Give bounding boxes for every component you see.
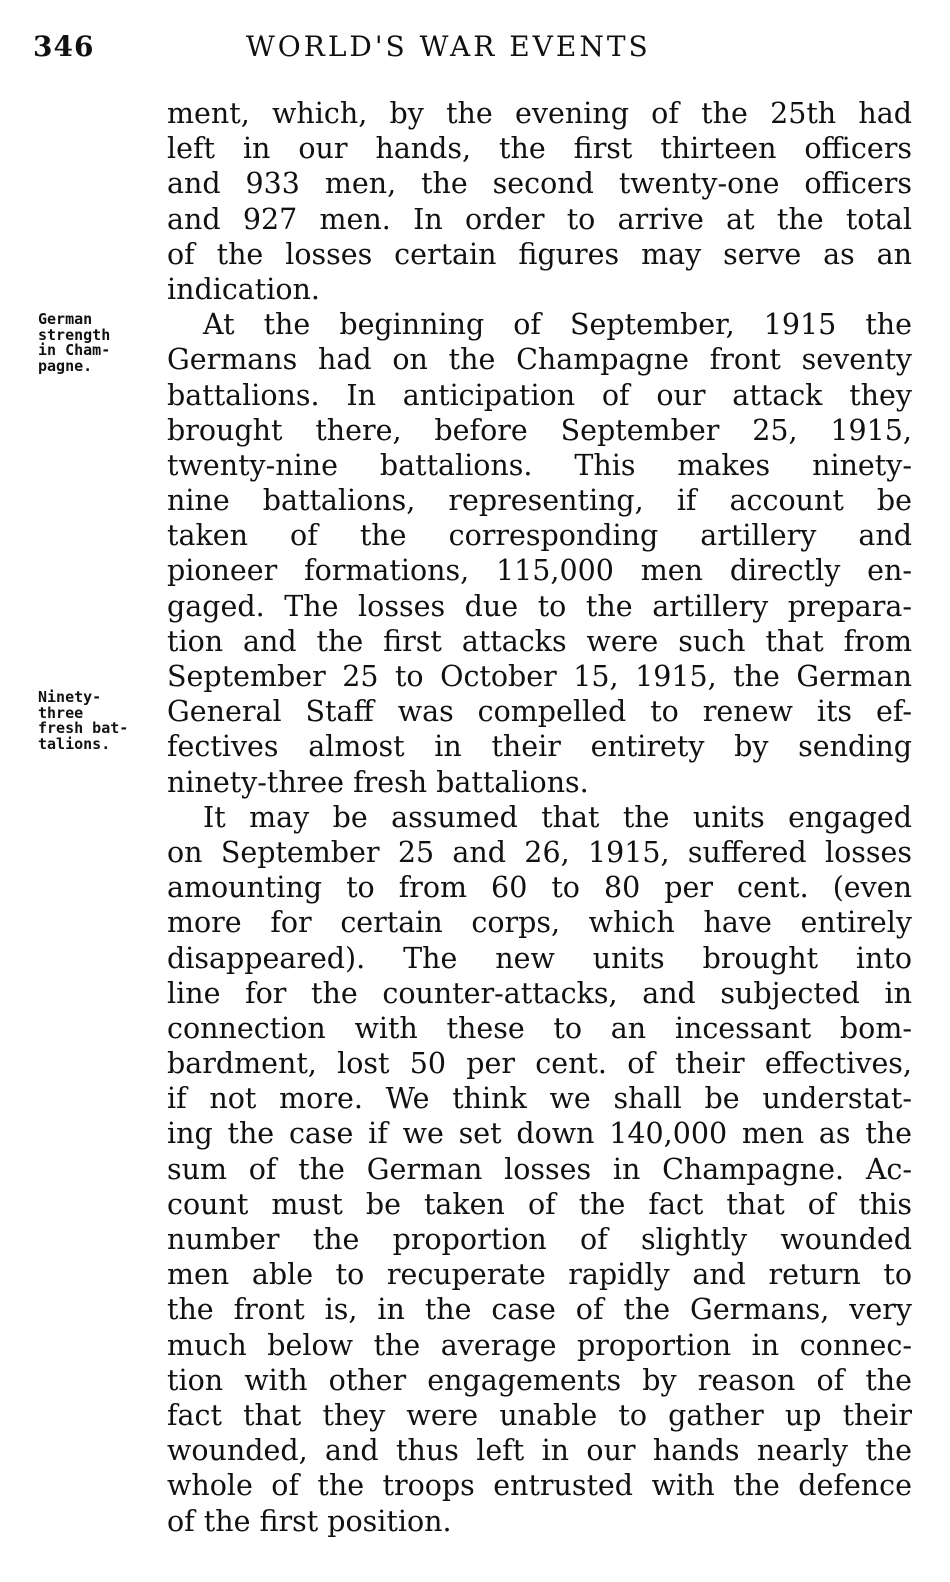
- text-line: At the beginning of September, 1915 the: [203, 308, 912, 342]
- sidenote-line: pagne.: [38, 356, 93, 375]
- text-line: Germans had on the Champagne front seventy: [167, 343, 912, 377]
- text-line: twenty-nine battalions. This makes ninety-: [167, 448, 912, 482]
- text-line: of the first position.: [167, 1504, 452, 1538]
- text-line: pioneer formations, 115,000 men directly en-: [167, 554, 912, 588]
- page-number: 346: [33, 30, 95, 63]
- text-line: count must be taken of the fact that of this: [167, 1187, 912, 1221]
- text-line: and 927 men. In order to arrive at the total: [167, 202, 912, 236]
- text-line: It may be assumed that the units engaged: [203, 800, 912, 834]
- text-line: ninety-three fresh battalions.: [167, 765, 589, 799]
- text-line: ing the case if we set down 140,000 men as the: [167, 1117, 912, 1151]
- body-text: [167, 96, 912, 1539]
- text-line: brought there, before September 25, 1915,: [167, 413, 912, 447]
- text-line: connection with these to an incessant bom-: [167, 1011, 912, 1045]
- text-line: the front is, in the case of the Germans, very: [167, 1293, 912, 1327]
- text-line: indication.: [167, 272, 320, 306]
- text-line: if not more. We think we shall be understat-: [167, 1082, 912, 1116]
- sidenote-line: strength: [38, 325, 111, 344]
- text-line: men able to recuperate rapidly and return to: [167, 1258, 912, 1292]
- text-line: left in our hands, the first thirteen officers: [167, 132, 912, 166]
- sidenote-line: fresh bat-: [38, 719, 129, 737]
- text-line: of the losses certain figures may serve as an: [167, 237, 912, 271]
- text-line: General Staff was compelled to renew its ef-: [167, 695, 912, 729]
- sidenote-line: three: [38, 703, 84, 722]
- text-line: more for certain corps, which have entirely: [167, 906, 912, 940]
- text-line: fectives almost in their entirety by sending: [167, 730, 912, 764]
- text-line: on September 25 and 26, 1915, suffered losses: [167, 835, 912, 869]
- sidenote-line: German: [38, 310, 93, 328]
- running-title: WORLD'S WAR EVENTS: [246, 30, 651, 63]
- text-line: bardment, lost 50 per cent. of their effectives,: [167, 1047, 912, 1081]
- text-line: much below the average proportion in connec-: [167, 1328, 912, 1362]
- text-line: fact that they were unable to gather up their: [167, 1398, 912, 1432]
- sidenote-line: talions.: [38, 734, 111, 753]
- text-line: nine battalions, representing, if account be: [167, 484, 912, 518]
- paragraph-3: [167, 800, 912, 1539]
- paragraph-1: [167, 96, 912, 307]
- paragraph-2: [167, 307, 912, 800]
- text-line: ment, which, by the evening of the 25th had: [167, 97, 912, 130]
- text-line: tion with other engagements by reason of the: [167, 1363, 912, 1397]
- text-line: September 25 to October 15, 1915, the German: [167, 660, 912, 693]
- text-line: tion and the first attacks were such that from: [167, 624, 912, 658]
- text-line: battalions. In anticipation of our attack they: [167, 378, 912, 412]
- sidenote-german-strength: [38, 312, 160, 374]
- text-line: wounded, and thus left in our hands nearly the: [167, 1434, 912, 1468]
- text-line: line for the counter-attacks, and subjected in: [167, 976, 912, 1010]
- sidenote-ninety-three-battalions: [38, 690, 160, 752]
- text-line: number the proportion of slightly wounded: [167, 1223, 912, 1256]
- sidenote-line: Ninety-: [38, 688, 102, 706]
- text-line: whole of the troops entrusted with the defence: [167, 1469, 912, 1503]
- text-line: sum of the German losses in Champagne. Ac-: [167, 1152, 912, 1186]
- text-line: and 933 men, the second twenty-one officers: [167, 167, 912, 201]
- text-line: disappeared). The new units brought into: [167, 941, 912, 975]
- sidenote-line: in Cham-: [38, 341, 111, 359]
- text-line: taken of the corresponding artillery and: [167, 519, 912, 553]
- text-line: amounting to from 60 to 80 per cent. (even: [167, 871, 912, 905]
- text-line: gaged. The losses due to the artillery prepara-: [167, 589, 912, 623]
